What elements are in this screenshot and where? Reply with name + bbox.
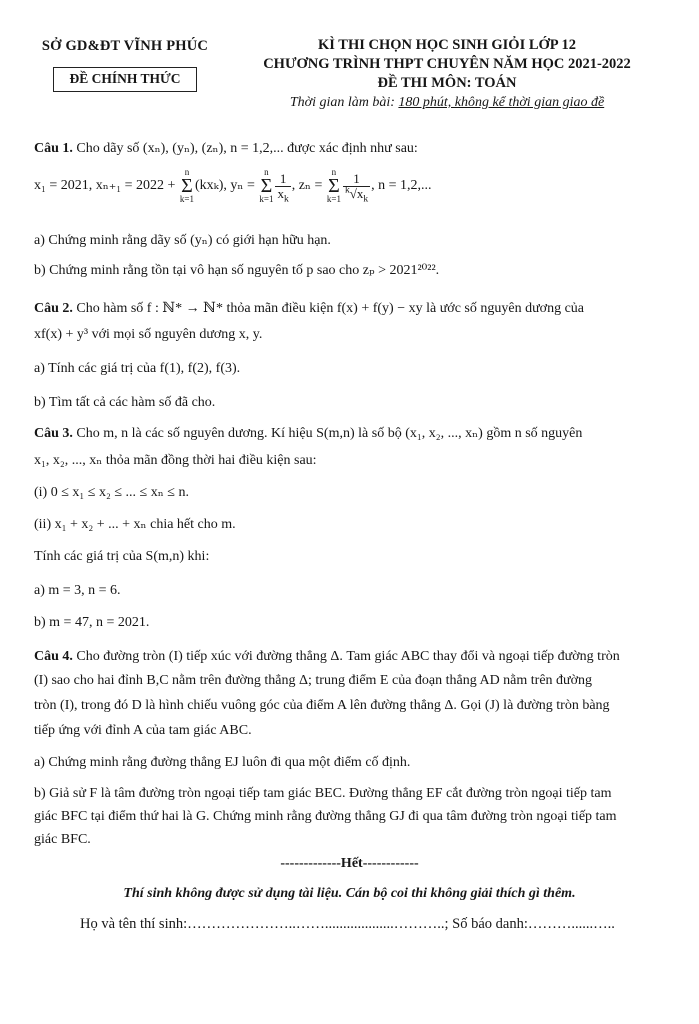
header-left [40, 38, 210, 92]
q3-line2: x₁, x₂, ..., xₙ thỏa mãn đồng thời hai điều kiện sau: [34, 453, 317, 468]
q4-line4: tiếp ứng với đỉnh A của tam giác ABC. [34, 723, 252, 738]
q2-line2: xf(x) + y³ với mọi số nguyên dương x, y. [34, 327, 263, 342]
department-name: SỞ GD&ĐT VĨNH PHÚC [41, 38, 209, 54]
q2-line1 [34, 300, 584, 318]
q4-part-b2: giác BFC tại điểm thứ hai là G. Chứng minh rằng đường thẳng GJ đi qua tâm đường tròn ngoại tiếp tam [34, 809, 617, 824]
candidate-info-line: Họ và tên thí sinh:…………………..……...................………..; Số báo danh:………......….. [80, 916, 615, 932]
fraction-1-over-xk: $\frac{1}{x_k}$ [277, 170, 289, 205]
time-underlined: 180 phút, không kể thời gian giao đề [398, 95, 605, 110]
q4-line1 [34, 648, 620, 666]
footer-note: Thí sinh không được sử dụng tài liệu. Cán bộ coi thi không giải thích gì thêm. [123, 886, 576, 901]
q1-part-b: b) Chứng minh rằng tồn tại vô hạn số nguyên tố p sao cho zₚ > 2021²⁰²². [34, 263, 440, 278]
q4-part-a: a) Chứng minh rằng đường thẳng EJ luôn đi qua một điểm cố định. [34, 755, 411, 770]
q4-label: Câu 4. [34, 649, 73, 664]
exam-title: KÌ THI CHỌN HỌC SINH GIỎI LỚP 12 [318, 37, 576, 53]
q3-ask: Tính các giá trị của S(m,n) khi: [34, 549, 210, 564]
q1-label: Câu 1. [34, 141, 73, 156]
q1-part-a: a) Chứng minh rằng dãy số (yₙ) có giới hạn hữu hạn. [34, 233, 331, 248]
fraction-1-over-root: $\frac{1}{^k√x_k}$ [344, 170, 369, 205]
q2-part-a: a) Tính các giá trị của f(1), f(2), f(3). [34, 361, 241, 376]
q1-intro [34, 140, 418, 158]
q4-part-b1: b) Giả sử F là tâm đường tròn ngoại tiếp tam giác BEC. Đường thẳng EF cắt đường tròn ngoại tiếp tam [34, 786, 612, 801]
q2-part-b: b) Tìm tất cả các hàm số đã cho. [34, 395, 216, 410]
q2-label: Câu 2. [34, 301, 73, 316]
sum-symbol: n Σ k=1 [179, 167, 194, 204]
end-marker: -------------Hết------------ [280, 856, 419, 871]
exam-program: CHƯƠNG TRÌNH THPT CHUYÊN NĂM HỌC 2021-2022 [263, 56, 631, 72]
sum-symbol-2: n Σ k=1 [259, 167, 274, 204]
q1-formula-d: , n = 1,2,... [371, 178, 432, 194]
q4-line3: tròn (I), trong đó D là hình chiếu vuông góc của điểm A lên đường thẳng Δ. Gọi (J) là đường tròn bàng [34, 698, 610, 713]
q3-label: Câu 3. [34, 426, 73, 441]
q3-part-b: b) m = 47, n = 2021. [34, 615, 150, 630]
sum-symbol-3: n Σ k=1 [326, 167, 341, 204]
q1-intro-text: Cho dãy số (xₙ), (yₙ), (zₙ), n = 1,2,... được xác định như sau: [72, 141, 418, 156]
time-prefix: Thời gian làm bài: [289, 95, 399, 110]
q4-part-b3: giác BFC. [34, 832, 91, 847]
q1-formula [34, 168, 432, 204]
q1-formula-a: x₁ = 2021, xₙ₊₁ = 2022 + [34, 178, 179, 194]
q3-part-a: a) m = 3, n = 6. [34, 583, 121, 598]
q4-text1: Cho đường tròn (I) tiếp xúc với đường thẳng Δ. Tam giác ABC thay đổi và ngoại tiếp đường tròn [72, 649, 620, 664]
q1-formula-b: (kxₖ), yₙ = [194, 178, 259, 194]
exam-subject: ĐỀ THI MÔN: TOÁN [377, 75, 517, 91]
q3-cond-1: (i) 0 ≤ x₁ ≤ x₂ ≤ ... ≤ xₙ ≤ n. [34, 485, 189, 500]
q2-text1: Cho hàm số f : ℕ* → ℕ* thỏa mãn điều kiện f(x) + f(y) − xy là ước số nguyên dương của [72, 301, 585, 316]
official-stamp-box: ĐỀ CHÍNH THỨC [53, 67, 197, 92]
q3-cond-2: (ii) x₁ + x₂ + ... + xₙ chia hết cho m. [34, 517, 236, 532]
q3-line1 [34, 425, 582, 443]
q1-formula-c: , zₙ = [291, 178, 326, 194]
exam-time [232, 93, 662, 113]
header-right [232, 36, 662, 113]
q3-text1: Cho m, n là các số nguyên dương. Kí hiệu S(m,n) là số bộ (x₁, x₂, ..., xₙ) gồm n số nguyên [72, 426, 583, 441]
q4-line2: (I) sao cho hai đỉnh B,C nằm trên đường thẳng Δ; trung điểm E của đoạn thẳng AD nằm trên đường [34, 673, 593, 688]
